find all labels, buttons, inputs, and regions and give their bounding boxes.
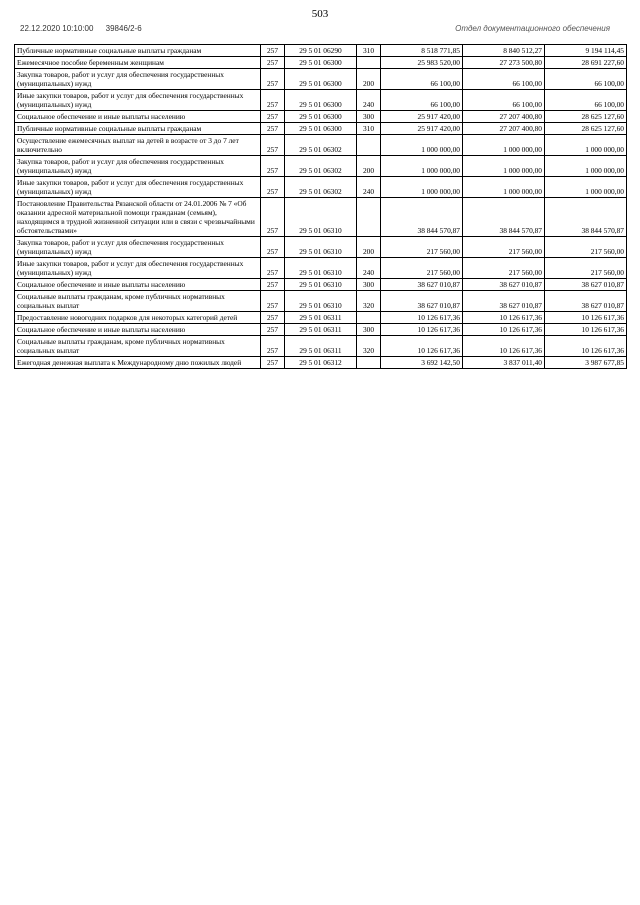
- department-stamp: Отдел документационного обеспечения: [455, 24, 610, 33]
- row-description: Закупка товаров, работ и услуг для обеспечения государственных (муниципальных) нужд: [15, 156, 261, 177]
- expense-type-code: 240: [357, 90, 381, 111]
- target-article-code: 29 5 01 06300: [285, 111, 357, 123]
- table-row: [15, 45, 627, 57]
- amount-year-3: 1 000 000,00: [545, 135, 627, 156]
- page-number: 503: [311, 8, 329, 20]
- amount-year-2: 1 000 000,00: [463, 177, 545, 198]
- amount-year-3: 38 627 010,87: [545, 291, 627, 312]
- target-article-code: 29 5 01 06310: [285, 237, 357, 258]
- ministry-code: 257: [261, 237, 285, 258]
- timestamp: 22.12.2020 10:10:00: [20, 24, 94, 33]
- amount-year-1: 3 692 142,50: [381, 357, 463, 369]
- ministry-code: 257: [261, 90, 285, 111]
- expense-type-code: [357, 57, 381, 69]
- amount-year-2: 38 627 010,87: [463, 279, 545, 291]
- amount-year-1: 1 000 000,00: [381, 156, 463, 177]
- amount-year-1: 1 000 000,00: [381, 135, 463, 156]
- amount-year-2: 1 000 000,00: [463, 135, 545, 156]
- document-footer-stamp: [20, 24, 620, 33]
- row-description: Социальные выплаты гражданам, кроме публичных нормативных социальных выплат: [15, 291, 261, 312]
- ministry-code: 257: [261, 324, 285, 336]
- target-article-code: 29 5 01 06300: [285, 90, 357, 111]
- amount-year-3: 1 000 000,00: [545, 177, 627, 198]
- expense-type-code: [357, 198, 381, 237]
- row-description: Публичные нормативные социальные выплаты гражданам: [15, 123, 261, 135]
- expense-type-code: [357, 135, 381, 156]
- table-row: [15, 258, 627, 279]
- target-article-code: 29 5 01 06302: [285, 135, 357, 156]
- table-row: [15, 111, 627, 123]
- amount-year-1: 25 917 420,00: [381, 111, 463, 123]
- expense-type-code: 300: [357, 324, 381, 336]
- table-row: [15, 123, 627, 135]
- amount-year-2: 3 837 011,40: [463, 357, 545, 369]
- expense-type-code: [357, 357, 381, 369]
- row-description: Закупка товаров, работ и услуг для обеспечения государственных (муниципальных) нужд: [15, 237, 261, 258]
- ministry-code: 257: [261, 111, 285, 123]
- amount-year-3: 217 560,00: [545, 237, 627, 258]
- ministry-code: 257: [261, 156, 285, 177]
- amount-year-1: 38 844 570,87: [381, 198, 463, 237]
- amount-year-2: 38 627 010,87: [463, 291, 545, 312]
- amount-year-2: 66 100,00: [463, 90, 545, 111]
- table-row: [15, 312, 627, 324]
- ministry-code: 257: [261, 135, 285, 156]
- row-description: Социальное обеспечение и иные выплаты населению: [15, 324, 261, 336]
- amount-year-1: 66 100,00: [381, 69, 463, 90]
- row-description: Предоставление новогодних подарков для некоторых категорий детей: [15, 312, 261, 324]
- amount-year-1: 217 560,00: [381, 258, 463, 279]
- row-description: Осуществление ежемесячных выплат на детей в возрасте от 3 до 7 лет включительно: [15, 135, 261, 156]
- target-article-code: 29 5 01 06302: [285, 177, 357, 198]
- amount-year-3: 10 126 617,36: [545, 324, 627, 336]
- target-article-code: 29 5 01 06310: [285, 258, 357, 279]
- table-row: [15, 135, 627, 156]
- amount-year-2: 10 126 617,36: [463, 324, 545, 336]
- amount-year-1: 10 126 617,36: [381, 312, 463, 324]
- ministry-code: 257: [261, 258, 285, 279]
- amount-year-1: 8 518 771,85: [381, 45, 463, 57]
- expense-type-code: 310: [357, 45, 381, 57]
- table-row: [15, 291, 627, 312]
- ministry-code: 257: [261, 69, 285, 90]
- row-description: Иные закупки товаров, работ и услуг для обеспечения государственных (муниципальных) нужд: [15, 90, 261, 111]
- amount-year-2: 27 207 400,80: [463, 111, 545, 123]
- amount-year-3: 217 560,00: [545, 258, 627, 279]
- target-article-code: 29 5 01 06312: [285, 357, 357, 369]
- target-article-code: 29 5 01 06311: [285, 324, 357, 336]
- ministry-code: 257: [261, 336, 285, 357]
- amount-year-3: 3 987 677,85: [545, 357, 627, 369]
- table-row: [15, 90, 627, 111]
- expense-type-code: 320: [357, 336, 381, 357]
- row-description: Ежемесячное пособие беременным женщинам: [15, 57, 261, 69]
- table-row: [15, 324, 627, 336]
- row-description: Постановление Правительства Рязанской области от 24.01.2006 № 7 «Об оказании адресной материальной помощи гражданам (семьям), находящимся в трудной жизненной ситуации или в связи с чрезвычайными обстоятельствами»: [15, 198, 261, 237]
- amount-year-3: 66 100,00: [545, 69, 627, 90]
- amount-year-2: 1 000 000,00: [463, 156, 545, 177]
- budget-table: [14, 44, 627, 369]
- amount-year-3: 66 100,00: [545, 90, 627, 111]
- amount-year-2: 38 844 570,87: [463, 198, 545, 237]
- budget-table-body: [15, 45, 627, 369]
- target-article-code: 29 5 01 06310: [285, 279, 357, 291]
- expense-type-code: 200: [357, 156, 381, 177]
- expense-type-code: 320: [357, 291, 381, 312]
- amount-year-3: 28 691 227,60: [545, 57, 627, 69]
- amount-year-2: 10 126 617,36: [463, 312, 545, 324]
- expense-type-code: 300: [357, 279, 381, 291]
- amount-year-3: 28 625 127,60: [545, 123, 627, 135]
- ministry-code: 257: [261, 312, 285, 324]
- amount-year-2: 8 840 512,27: [463, 45, 545, 57]
- target-article-code: 29 5 01 06290: [285, 45, 357, 57]
- row-description: Социальные выплаты гражданам, кроме публичных нормативных социальных выплат: [15, 336, 261, 357]
- amount-year-2: 27 273 500,80: [463, 57, 545, 69]
- row-description: Иные закупки товаров, работ и услуг для обеспечения государственных (муниципальных) нужд: [15, 258, 261, 279]
- amount-year-1: 38 627 010,87: [381, 291, 463, 312]
- table-row: [15, 357, 627, 369]
- amount-year-1: 217 560,00: [381, 237, 463, 258]
- table-row: [15, 177, 627, 198]
- amount-year-1: 66 100,00: [381, 90, 463, 111]
- ministry-code: 257: [261, 45, 285, 57]
- amount-year-1: 1 000 000,00: [381, 177, 463, 198]
- table-row: [15, 69, 627, 90]
- row-description: Публичные нормативные социальные выплаты гражданам: [15, 45, 261, 57]
- document-id: 39846/2-6: [105, 24, 142, 33]
- amount-year-2: 27 207 400,80: [463, 123, 545, 135]
- amount-year-3: 10 126 617,36: [545, 336, 627, 357]
- target-article-code: 29 5 01 06300: [285, 123, 357, 135]
- table-row: [15, 156, 627, 177]
- target-article-code: 29 5 01 06300: [285, 57, 357, 69]
- amount-year-1: 10 126 617,36: [381, 324, 463, 336]
- amount-year-1: 10 126 617,36: [381, 336, 463, 357]
- ministry-code: 257: [261, 198, 285, 237]
- row-description: Ежегодная денежная выплата к Международному дню пожилых людей: [15, 357, 261, 369]
- amount-year-2: 66 100,00: [463, 69, 545, 90]
- amount-year-3: 10 126 617,36: [545, 312, 627, 324]
- amount-year-3: 38 627 010,87: [545, 279, 627, 291]
- table-row: [15, 198, 627, 237]
- expense-type-code: [357, 312, 381, 324]
- amount-year-1: 38 627 010,87: [381, 279, 463, 291]
- row-description: Социальное обеспечение и иные выплаты населению: [15, 279, 261, 291]
- target-article-code: 29 5 01 06311: [285, 336, 357, 357]
- amount-year-1: 25 983 520,00: [381, 57, 463, 69]
- ministry-code: 257: [261, 291, 285, 312]
- target-article-code: 29 5 01 06310: [285, 198, 357, 237]
- expense-type-code: 200: [357, 69, 381, 90]
- amount-year-2: 10 126 617,36: [463, 336, 545, 357]
- row-description: Закупка товаров, работ и услуг для обеспечения государственных (муниципальных) нужд: [15, 69, 261, 90]
- table-row: [15, 57, 627, 69]
- ministry-code: 257: [261, 123, 285, 135]
- table-row: [15, 279, 627, 291]
- expense-type-code: 240: [357, 258, 381, 279]
- amount-year-3: 1 000 000,00: [545, 156, 627, 177]
- expense-type-code: 200: [357, 237, 381, 258]
- amount-year-3: 28 625 127,60: [545, 111, 627, 123]
- amount-year-1: 25 917 420,00: [381, 123, 463, 135]
- ministry-code: 257: [261, 279, 285, 291]
- target-article-code: 29 5 01 06310: [285, 291, 357, 312]
- row-description: Социальное обеспечение и иные выплаты населению: [15, 111, 261, 123]
- amount-year-2: 217 560,00: [463, 237, 545, 258]
- expense-type-code: 240: [357, 177, 381, 198]
- table-row: [15, 336, 627, 357]
- ministry-code: 257: [261, 57, 285, 69]
- target-article-code: 29 5 01 06302: [285, 156, 357, 177]
- target-article-code: 29 5 01 06300: [285, 69, 357, 90]
- amount-year-3: 38 844 570,87: [545, 198, 627, 237]
- target-article-code: 29 5 01 06311: [285, 312, 357, 324]
- amount-year-2: 217 560,00: [463, 258, 545, 279]
- expense-type-code: 310: [357, 123, 381, 135]
- table-row: [15, 237, 627, 258]
- expense-type-code: 300: [357, 111, 381, 123]
- ministry-code: 257: [261, 357, 285, 369]
- row-description: Иные закупки товаров, работ и услуг для обеспечения государственных (муниципальных) нужд: [15, 177, 261, 198]
- ministry-code: 257: [261, 177, 285, 198]
- amount-year-3: 9 194 114,45: [545, 45, 627, 57]
